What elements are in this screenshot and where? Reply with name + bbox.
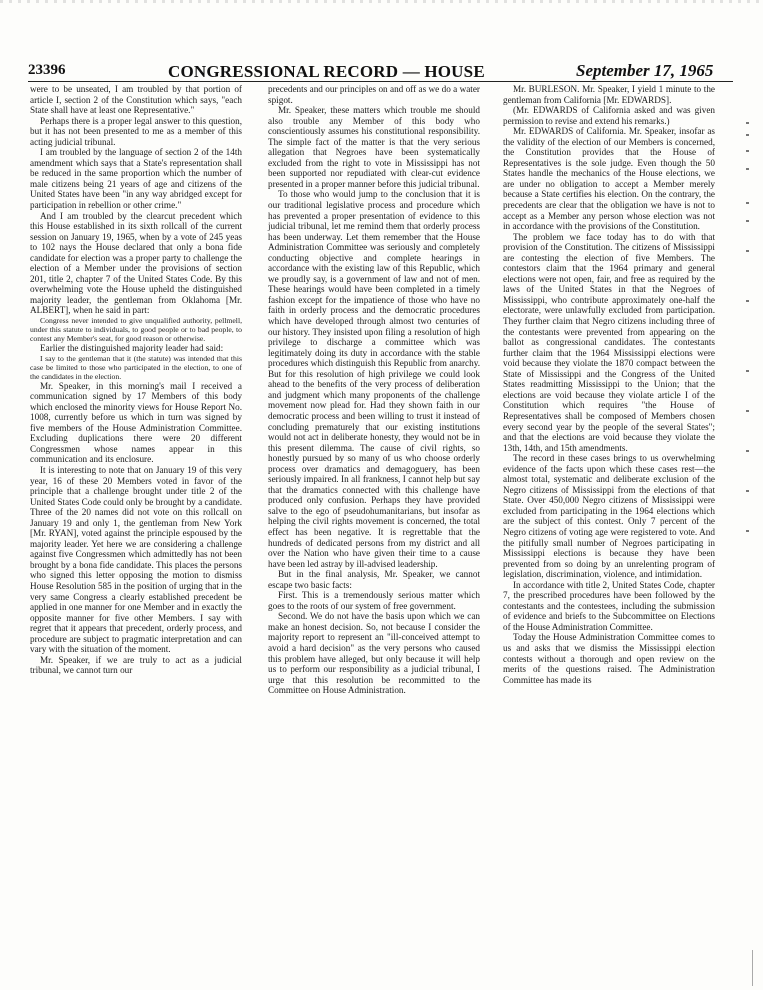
paragraph: Earlier the distinguished majority leader had said: xyxy=(40,343,224,354)
paragraph: Second. We do not have the basis upon which we can make an honest decision. So, not because I consider the majority report to represent an "ill-conceived attempt to avoid a hard decision" as the very persons who caused this problem have alleged, but only because it will help us to perform our responsibility as a judicial tribunal, I urge that this resolution be recommitted to the Committee on House Administration. xyxy=(268,611,480,696)
quoted-passage: Congress never intended to give unqualified authority, pellmell, under this statute to individuals, to good people or to bad people, to contest any Member's seat, for good reason or otherwise. xyxy=(30,316,242,344)
paragraph: First. This is a tremendously serious matter which goes to the roots of our system of free government. xyxy=(268,590,480,611)
text-column-middle xyxy=(268,84,480,696)
paragraph: The record in these cases brings to us overwhelming evidence of the facts upon which these cases rest—the almost total, systematic and deliberate exclusion of the Negro citizens of Mississippi from the elections of that State. Over 450,000 Negro citizens of Mississippi were excluded from participating in the 1964 elections which are the subject of this contest. Only 7 percent of the Negro citizens of voting age were registered to vote. And the pitifully small number of Negroes participating in Mississippi elections is because they have been prevented from so doing by an unrelenting program of legislation, discrimination, violence, and intimidation. xyxy=(503,453,715,580)
paragraph: Mr. Speaker, these matters which trouble me should also trouble any Member of this body who conscientiously assumes his constitutional responsibility. The simple fact of the matter is that the very serious allegation that Negroes have been systematically excluded from the right to vote in Mississippi has not been supported nor repudiated with clear-cut evidence presented in a proper manner before this judicial tribunal. xyxy=(268,105,480,189)
margin-line xyxy=(752,950,753,986)
margin-marks xyxy=(740,110,758,570)
publication-title: CONGRESSIONAL RECORD — HOUSE xyxy=(168,62,485,81)
paragraph: Today the House Administration Committee comes to us and asks that we dismiss the Mississippi election contests without a thorough and open review on the merits of the questions raised. The Administration Committee has made its xyxy=(503,632,715,685)
quoted-passage: I say to the gentleman that it (the statute) was intended that this case be limited to those who participated in the election, to one of the candidates in the election. xyxy=(30,353,242,381)
paragraph: It is interesting to note that on January 19 of this very year, 16 of these 20 Members voted in favor of the principle that a challenge brought under title 2 of the United States Code could only be brought by a candidate. Three of the 20 names did not vote on this rollcall on January 19 and only 1, the gentleman from New York [Mr. RYAN], voted against the principle espoused by the majority leader. Yet here we are considering a challenge against five Congressmen which admittedly has not been brought by a bona fide candidate. This places the persons who signed this letter opposing the motion to dismiss House Resolution 585 in the position of urging that in the very same Congress a clearly established precedent be applied in one manner for one Member and in exactly the opposite manner for five other Members. I say with regret that it appears that precedent, orderly process, and procedure are subject to pragmatic interpretation and can vary with the situation of the moment. xyxy=(30,464,242,655)
paragraph: Mr. EDWARDS of California. Mr. Speaker, insofar as the validity of the election of our Members is concerned, the Constitution provides that the House of Representatives is the sole judge. Even though the 50 States handle the mechanics of the House elections, we are under no obligation to accept a Member merely because a State certifies his election. On the contrary, the precedents are clear that the obligation we have is not to accept as a Member any person whose election was not in accordance with the provisions of the Constitution. xyxy=(503,126,715,232)
paragraph: were to be unseated, I am troubled by that portion of article I, section 2 of the Constitution which says, "each State shall have at least one Representative." xyxy=(30,84,242,116)
page-number: 23396 xyxy=(28,62,66,78)
paragraph: In accordance with title 2, United States Code, chapter 7, the prescribed procedures have been followed by the contestants and the contestees, including the submission of evidence and briefs to the Subcommittee on Elections of the House Administration Committee. xyxy=(503,579,715,632)
paragraph: The problem we face today has to do with that provision of the Constitution. The citizens of Mississippi are contesting the election of five Members. The contestors claim that the 1964 primary and general elections were not open, fair, and free as required by the laws of the United States in that the Negroes of Mississippi, who contribute approximately one-half the electorate, were unlawfully excluded from participation. They further claim that Negro citizens including three of the contestants were prevented from appearing on the ballot as congressional candidates. The contestants further claim that the 1964 Mississippi elections were void because they violate the 1870 compact between the State of Mississippi and the Congress of the United States readmitting Mississippi to the Union; that the elections are void because they violate article I of the Constitution which requires "the House of Representatives shall be composed of Members chosen every second year by the people of the several States"; and that the elections are void because they violate the 13th, 14th, and 15th amendments. xyxy=(503,231,715,453)
paragraph: Mr. Speaker, if we are truly to act as a judicial tribunal, we cannot turn our xyxy=(30,654,242,676)
text-column-right xyxy=(503,84,715,685)
paragraph: And I am troubled by the clearcut precedent which this House established in its sixth rollcall of the current session on January 19, 1965, when by a vote of 245 yeas to 102 nays the House declared that only a bona fide candidate for election was a proper party to challenge the election of a Member under the provisions of section 201, title 2, chapter 7 of the United States Code. By this overwhelming vote the House upheld the distinguished majority leader, the gentleman from Oklahoma [Mr. ALBERT], when he said in part: xyxy=(30,210,242,316)
paragraph: Mr. BURLESON. Mr. Speaker, I yield 1 minute to the gentleman from California [Mr. EDWARDS]. xyxy=(503,84,715,105)
header-rule xyxy=(28,81,733,82)
paragraph: But in the final analysis, Mr. Speaker, we cannot escape two basic facts: xyxy=(268,569,480,590)
paragraph: I am troubled by the language of section 2 of the 14th amendment which says that a State's representation shall be reduced in the same proportion which the number of male citizens being 21 years of age and citizens of the United States have been "in any way abridged except for participation in rebellion or other crime." xyxy=(30,147,242,211)
paragraph: Mr. Speaker, in this morning's mail I received a communication signed by 17 Members of this body which enclosed the minority views for House Report No. 1008, currently before us which in turn was signed by five members of the House Administration Committee. Excluding duplications there were 20 different Congressmen whose names appear in this communication and its enclosure. xyxy=(30,380,242,465)
paragraph: Perhaps there is a proper legal answer to this question, but it has not been presented to me as a member of this acting judicial tribunal. xyxy=(30,115,242,147)
paragraph: To those who would jump to the conclusion that it is our traditional legislative process and procedure which has prevented a proper presentation of evidence to this judicial tribunal, let me remind them that orderly process has been underway. Let them remember that the House Administration Committee was seriously and completely conducting objective and complete hearings in accordance with the existing law of this Republic, which we proudly say, is a government of law and not of men. These hearings would have been completed in a timely fashion except for the impatience of those who have no faith in orderly process and the democratic procedures which have developed through almost two centuries of our history. They insisted upon filing a resolution of high privilege to discharge a committee which was legitimately doing its duty in accordance with the stable procedures which distinguish this Republic from anarchy. But for this resolution of high privilege we could look ahead to the benefits of the very process of deliberation and judgment which many proponents of the challenge movement now plead for. Had they shown faith in our democratic process and been willing to trust it instead of concluding prematurely that our existing institutions would not act in deliberate honesty, they would not be in this present dilemma. The cause of civil rights, so honestly pursued by so many of us who choose orderly process over dramatics and demagoguery, has been seriously impaired. In all frankness, I cannot help but say that the dramatics connected with this challenge have produced only confusion. Perhaps they have provided salve to the ego of pseudohumanitarians, but insofar as helping the civil rights movement is concerned, the total effect has been negative. It is regrettable that the hundreds of dedicated persons from my district and all over the Nation who have given their time to a cause have been led astray by ill-advised leadership. xyxy=(268,189,480,569)
paragraph: (Mr. EDWARDS of California asked and was given permission to revise and extend his remarks.) xyxy=(503,105,715,126)
paragraph: precedents and our principles on and off as we do a water spigot. xyxy=(268,84,480,105)
publication-date: September 17, 1965 xyxy=(576,61,714,80)
text-column-left xyxy=(30,84,242,676)
scan-edge xyxy=(0,0,763,3)
